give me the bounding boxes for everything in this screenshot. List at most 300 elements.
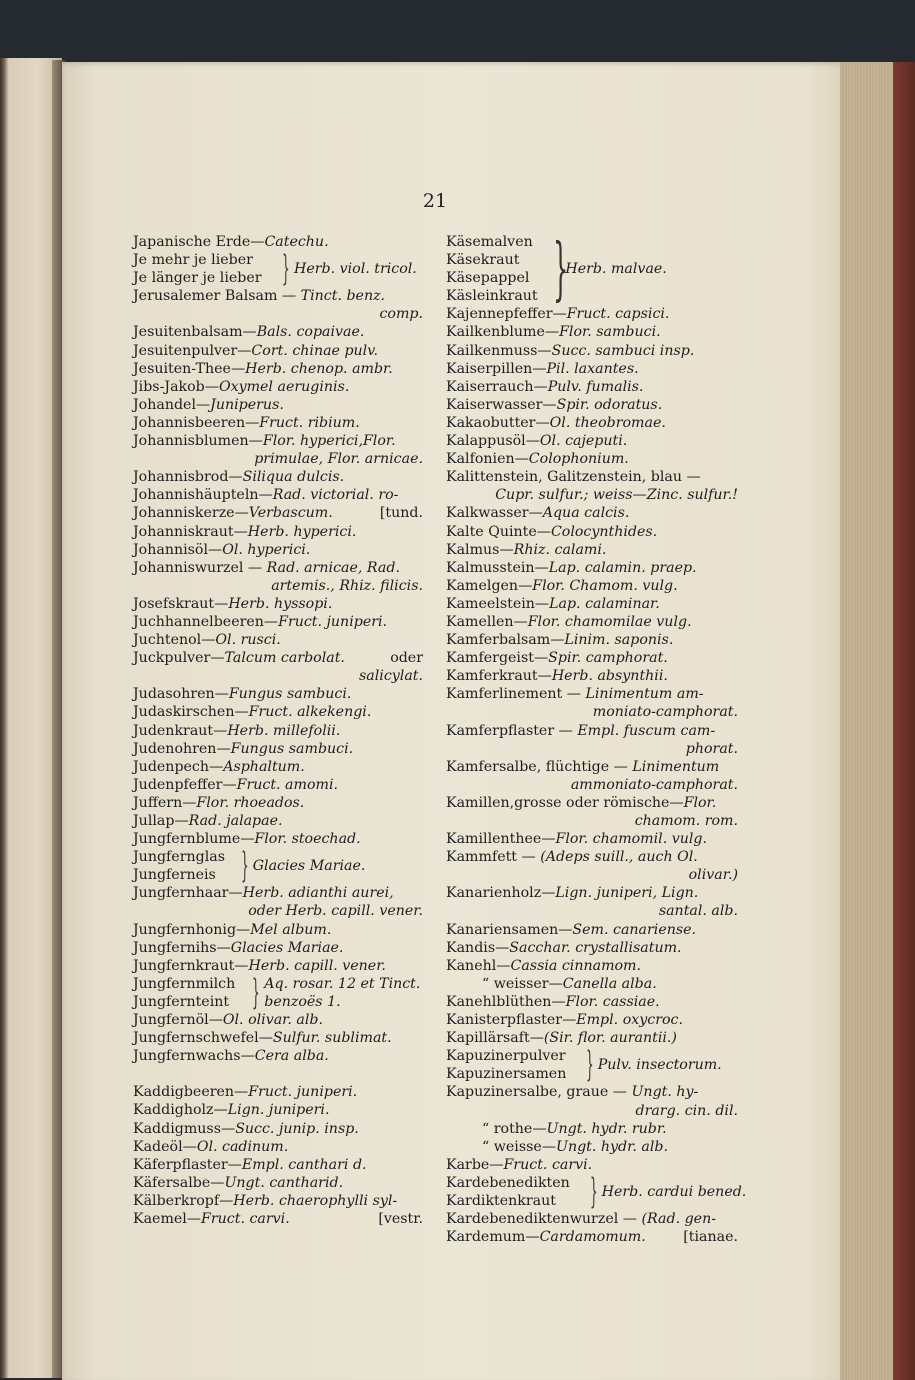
separator: — [548, 975, 563, 992]
definition: Ungt. hy- [631, 1084, 699, 1101]
separator: — [541, 885, 556, 902]
headword: Jungfernöl [133, 1012, 209, 1029]
separator: — [234, 1084, 249, 1101]
headword: “ weisser [482, 975, 549, 992]
headword: Jungfernhaar [133, 885, 229, 902]
entry-line [133, 1193, 397, 1209]
continuation: olivar.) [688, 867, 738, 884]
brace-headwords [133, 251, 262, 287]
entry-line [446, 940, 682, 956]
separator: — [258, 1030, 273, 1047]
definition: Flor. cassiae. [565, 993, 660, 1010]
headword: Kameelstein [446, 595, 535, 612]
headword: Johandel [133, 396, 196, 413]
definition: Flor. hyperici,Flor. [262, 433, 396, 450]
dictionary-entry [446, 975, 738, 993]
separator: — [536, 523, 551, 540]
dictionary-entry [446, 830, 738, 848]
separator: — [248, 433, 263, 450]
separator: — [514, 451, 529, 468]
entry-line [446, 361, 639, 377]
headword: Kalmus [446, 541, 500, 558]
brace-symbol: } [553, 229, 569, 309]
headword: Kapuzinersamen [446, 1066, 567, 1083]
entry-line [133, 1157, 367, 1173]
dictionary-entry [446, 957, 738, 975]
entry-line [133, 759, 305, 775]
separator: — [240, 1048, 255, 1065]
definition: Flor. chamomilae vulg. [527, 613, 692, 630]
definition: Fruct. juniperi. [248, 1084, 358, 1101]
dictionary-entry [133, 685, 423, 703]
separator: — [277, 288, 301, 305]
definition-text: Glacies Mariae. [252, 858, 366, 875]
definition [294, 260, 417, 278]
definition: Talcum carbolat. [224, 650, 345, 667]
separator: — [219, 1192, 234, 1209]
separator: — [263, 613, 279, 630]
separator: — [201, 632, 216, 649]
entry-line [133, 1175, 343, 1191]
definition: Sem. canariense. [572, 921, 697, 938]
separator: — [537, 668, 552, 685]
headword: Kaemel [133, 1210, 187, 1227]
continuation: salicylat. [359, 668, 423, 685]
definition: Fruct. carvi. [503, 1156, 593, 1173]
brace-headwords [446, 1174, 570, 1210]
separator: — [236, 921, 251, 938]
definition: Ol. olivar. alb. [222, 1012, 323, 1029]
headword: Jesuitenbalsam [133, 324, 243, 341]
entry-line [133, 1012, 323, 1028]
definition: Lign. juniperi. [227, 1102, 330, 1119]
separator: — [541, 831, 556, 848]
definition: Empl. fuscum cam- [577, 722, 716, 739]
continuation: ammoniato-camphorat. [570, 776, 738, 793]
separator: — [258, 487, 273, 504]
definition: Herb. hyperici. [247, 523, 357, 540]
entry-line [133, 885, 394, 901]
entry-line [133, 596, 332, 612]
entry-line [133, 704, 371, 720]
headword: Johanniskraut [133, 523, 234, 540]
definition: Rad. arnicae, Rad. [266, 559, 400, 576]
separator: — [534, 559, 549, 576]
definition: Ol. theobromae. [549, 414, 666, 431]
headword: Judaskirschen [133, 704, 235, 721]
entry-line [133, 741, 353, 757]
headword: Kamelgen [446, 577, 519, 594]
headword: Kammfett [446, 849, 518, 866]
headword: Jesuiten-Thee [133, 360, 231, 377]
definition [253, 857, 366, 875]
definition: Herb. capill. vener. [248, 957, 386, 974]
headword: Kardemum [446, 1229, 526, 1246]
dictionary-entry [446, 396, 738, 414]
separator: — [228, 885, 243, 902]
continuation: comp. [379, 306, 423, 323]
dictionary-entry [133, 613, 423, 631]
entry-line [446, 1030, 677, 1046]
definition: Herb. absynthii. [551, 668, 668, 685]
separator: — [609, 758, 633, 775]
definition: Succ. junip. insp. [235, 1120, 359, 1137]
definition: Asphaltum. [223, 758, 305, 775]
definition: Linimentum am- [585, 686, 704, 703]
definition: Empl. canthari d. [241, 1156, 367, 1173]
separator: — [532, 1120, 547, 1137]
headword: “ weisse [482, 1138, 542, 1155]
definition: Glacies Mariae. [230, 939, 344, 956]
definition: Spir. camphorat. [548, 650, 668, 667]
headword: Kanariensamen [446, 921, 559, 938]
entry-line [446, 958, 641, 974]
separator: — [214, 686, 229, 703]
dictionary-entry [446, 921, 738, 939]
continuation: oder Herb. capill. vener. [248, 903, 423, 920]
dictionary-entry [446, 1138, 738, 1156]
separator: — [186, 1210, 202, 1227]
entry-line [133, 922, 331, 938]
headword: Kamferlinement [446, 686, 563, 703]
headword: Kamellen [446, 613, 514, 630]
dictionary-entry [133, 740, 423, 758]
dictionary-entry [446, 848, 738, 884]
definition: Canella alba. [562, 975, 657, 992]
definition: Fruct. alkekengi. [248, 704, 372, 721]
headword: Kamfergeist [446, 650, 534, 667]
separator: — [209, 758, 224, 775]
headword: Kardebenedikten [446, 1174, 570, 1191]
headword: Johanniswurzel [133, 559, 244, 576]
definition: Empl. oxycroc. [576, 1012, 683, 1029]
headword: Jungfernwachs [133, 1048, 241, 1065]
separator: — [495, 939, 510, 956]
entry-line [446, 433, 627, 449]
headword: Je mehr je lieber [133, 252, 253, 269]
separator: — [562, 686, 586, 703]
separator: — [204, 378, 219, 395]
dictionary-entry [446, 613, 738, 631]
dictionary-entry [446, 1083, 738, 1119]
headword: Johannisbeeren [133, 414, 246, 431]
separator: — [216, 740, 231, 757]
left-column [133, 233, 423, 1228]
headword: Judasohren [133, 686, 215, 703]
definition: Flor. rhoeados. [196, 794, 305, 811]
headword: Jungfernihs [133, 939, 217, 956]
entry-line [446, 831, 707, 847]
dictionary-entry [133, 1120, 423, 1138]
entry-line [133, 940, 343, 956]
headword: Kajennepfeffer [446, 306, 553, 323]
dictionary-entry [133, 921, 423, 939]
definition: Herb. chaerophylli syl- [233, 1192, 398, 1209]
separator: — [533, 378, 548, 395]
dictionary-entry [133, 1029, 423, 1047]
headword: Jullap [133, 813, 175, 829]
separator: — [499, 541, 514, 558]
separator: — [182, 794, 197, 811]
dictionary-entry [446, 939, 738, 957]
headword: Kailkenmuss [446, 342, 538, 359]
dictionary-entry [446, 504, 738, 522]
dictionary-entry [133, 541, 423, 559]
dictionary-entry [133, 884, 423, 920]
separator: — [525, 433, 540, 450]
definition: Herb. millefolii. [227, 722, 341, 739]
dictionary-entry [133, 432, 423, 468]
entry-line [446, 723, 715, 739]
entry-line [446, 397, 662, 413]
headword: Johannisblumen [133, 433, 249, 450]
separator: — [240, 831, 255, 848]
separator: — [216, 939, 231, 956]
definition [598, 1056, 722, 1074]
entry-line [446, 759, 719, 775]
entry-line [446, 795, 716, 811]
dictionary-entry [446, 993, 738, 1011]
entry-line [446, 1012, 683, 1028]
entry-line [133, 1121, 359, 1137]
separator: — [208, 541, 223, 558]
brace-entry [446, 1045, 738, 1086]
entry-line [133, 505, 333, 521]
dictionary-entry [446, 722, 738, 758]
brace-symbol: } [281, 249, 290, 290]
headword: Kanehl [446, 957, 497, 974]
entry-line [133, 469, 344, 485]
entry-line [133, 795, 304, 811]
headword: Judenohren [133, 740, 217, 757]
separator: — [528, 505, 543, 522]
entry-line [133, 632, 281, 648]
definition-line: benzoës 1. [264, 993, 341, 1010]
definition: Fruct. carvi. [201, 1210, 290, 1227]
headword: Jungferneis [133, 867, 216, 884]
definition: Ungt. hydr. rubr. [546, 1120, 667, 1137]
headword: Kamferkraut [446, 668, 538, 685]
definition: Cardamomum. [539, 1229, 646, 1246]
separator: — [544, 324, 560, 341]
separator: — [182, 1138, 197, 1155]
headword: Kaddigbeeren [133, 1084, 235, 1101]
separator: — [552, 306, 567, 323]
brace-headwords [133, 848, 225, 884]
trailing-fragment: oder [390, 650, 423, 667]
dictionary-entry [133, 1138, 423, 1156]
dictionary-entry [133, 812, 423, 830]
headword: Judenkraut [133, 722, 214, 739]
definition [602, 1183, 747, 1201]
brace-entry [446, 1171, 747, 1212]
dictionary-entry [446, 1011, 738, 1029]
definition-text: Herb. malvae. [565, 261, 667, 278]
definition: Ungt. cantharid. [224, 1174, 344, 1191]
dictionary-entry [446, 758, 738, 794]
definition: Herb. hyssopi. [228, 595, 333, 612]
headword: Käferpflaster [133, 1156, 228, 1173]
headword: Kaddigmuss [133, 1120, 221, 1137]
entry-line [446, 451, 629, 467]
headword: Kapillärsaft [446, 1030, 530, 1047]
brace-symbol: } [585, 1045, 594, 1086]
trailing-fragment: [tund. [379, 505, 423, 522]
entry-line [446, 596, 660, 612]
brace-symbol: } [589, 1171, 598, 1212]
entry-line [446, 650, 668, 666]
separator: — [213, 1102, 228, 1119]
entry-line [133, 324, 364, 340]
separator: — [554, 722, 578, 739]
definition: Sulfur. sublimat. [272, 1030, 392, 1047]
entry-line [446, 542, 606, 558]
dictionary-entry [446, 305, 738, 323]
definition: Flor. Chamom. vulg. [532, 577, 678, 594]
headword: Jerusalemer Balsam [133, 288, 278, 305]
headword: Kalmusstein [446, 559, 535, 576]
entry-line [133, 1102, 329, 1118]
dictionary-entry [133, 1101, 423, 1119]
separator: — [513, 613, 528, 630]
definition: Ol. cadinum. [196, 1138, 289, 1155]
separator: — [195, 396, 211, 413]
headword: Juchtenol [133, 632, 202, 649]
headword: Kanarienholz [446, 885, 542, 902]
headword: Kardiktenkraut [446, 1192, 556, 1209]
definition: Linimentum [632, 758, 720, 775]
entry-line [133, 361, 393, 377]
definition: Sacchar. crystallisatum. [509, 939, 682, 956]
separator: — [489, 1156, 504, 1173]
brace-headwords [446, 1047, 566, 1083]
entry-line [133, 813, 283, 829]
dictionary-entry [446, 559, 738, 577]
brace-headwords [133, 975, 235, 1011]
entry-line [133, 487, 398, 503]
dictionary-entry [133, 1011, 423, 1029]
definition: Fungus sambuci. [230, 740, 354, 757]
page-edges [840, 62, 915, 1380]
continuation: moniato-camphorat. [592, 704, 738, 721]
headword: Judenpfeffer [133, 776, 223, 793]
dictionary-entry [133, 414, 423, 432]
dictionary-entry [133, 396, 423, 414]
separator: — [210, 650, 225, 667]
continuation: santal. alb. [658, 903, 738, 920]
separator: — [562, 1012, 577, 1029]
dictionary-entry [133, 523, 423, 541]
entry-line [133, 542, 310, 558]
dictionary-entry [133, 1174, 423, 1192]
headword: Johannisöl [133, 541, 208, 558]
brace-entry [133, 846, 423, 887]
dictionary-entry [133, 758, 423, 776]
headword: Kakaobutter [446, 414, 536, 431]
dictionary-entry [446, 1228, 738, 1246]
headword: Kanehlblüthen [446, 993, 552, 1010]
dictionary-entry [133, 703, 423, 721]
dictionary-entry [133, 595, 423, 613]
entry-line [446, 994, 660, 1010]
headword: Käsleinkraut [446, 288, 538, 305]
definition: Juniperus. [210, 396, 284, 413]
separator: — [517, 849, 541, 866]
dictionary-entry [446, 523, 738, 541]
definition: Fruct. juniperi. [278, 613, 388, 630]
definition: Aqua calcis. [542, 505, 630, 522]
headword: Kaiserpillen [446, 360, 533, 377]
entry-line [133, 234, 329, 250]
definition: Mel album. [250, 921, 332, 938]
entry-line [446, 922, 696, 938]
definition: Herb. chenop. ambr. [245, 360, 393, 377]
separator: — [243, 559, 267, 576]
separator: — [550, 632, 565, 649]
dictionary-entry [446, 649, 738, 667]
separator: — [618, 1211, 642, 1228]
definition: Herb. adianthi aurei, [242, 885, 394, 902]
headword: Juchhannelbeeren [133, 613, 264, 630]
entry-line [446, 614, 692, 630]
headword: Jungfernkraut [133, 957, 235, 974]
dictionary-entry [133, 1156, 423, 1174]
headword: Juffern [133, 794, 183, 811]
entry-line [446, 1229, 646, 1245]
entry-line [133, 1048, 329, 1064]
entry-line [133, 686, 351, 702]
definition: Ol. rusci. [215, 632, 281, 649]
dictionary-entry [446, 342, 738, 360]
separator: — [222, 776, 237, 793]
definition: (Rad. gen- [641, 1211, 716, 1228]
separator: — [608, 1084, 632, 1101]
headword: Käsemalven [446, 234, 533, 250]
separator: — [496, 957, 511, 974]
headword: Jungfernhonig [133, 921, 237, 938]
definition: Rad. victorial. ro- [272, 487, 399, 504]
entry-line [446, 1211, 716, 1227]
headword: Kalfonien [446, 451, 515, 468]
headword: Kamferbalsam [446, 632, 551, 649]
dictionary-entry [133, 794, 423, 812]
headword: Kamfersalbe, flüchtige [446, 758, 610, 775]
entry-line [446, 849, 698, 865]
brace-symbol: } [240, 846, 249, 887]
entry-line [133, 560, 400, 576]
dictionary-entry [446, 450, 738, 468]
definition: Flor. chamomil. vulg. [555, 831, 708, 848]
separator: — [234, 505, 249, 522]
separator: — [682, 469, 701, 486]
headword: Juckpulver [133, 650, 211, 667]
definition: Cera alba. [254, 1048, 329, 1065]
headword: Jungfernmilch [133, 975, 236, 992]
definition: Lign. juniperi, Lign. [555, 885, 699, 902]
dictionary-entry [446, 432, 738, 450]
dictionary-entry [446, 468, 738, 504]
dictionary-entry [446, 631, 738, 649]
definition: Ungt. hydr. alb. [556, 1138, 668, 1155]
dictionary-entry [133, 559, 423, 595]
page-number: 21 [422, 190, 448, 212]
definition: Flor. [683, 794, 717, 811]
headword: Jungfernglas [133, 849, 225, 866]
dictionary-entry [446, 794, 738, 830]
entry-line [133, 433, 396, 449]
brace-entry [133, 249, 423, 290]
entry-line [133, 831, 361, 847]
